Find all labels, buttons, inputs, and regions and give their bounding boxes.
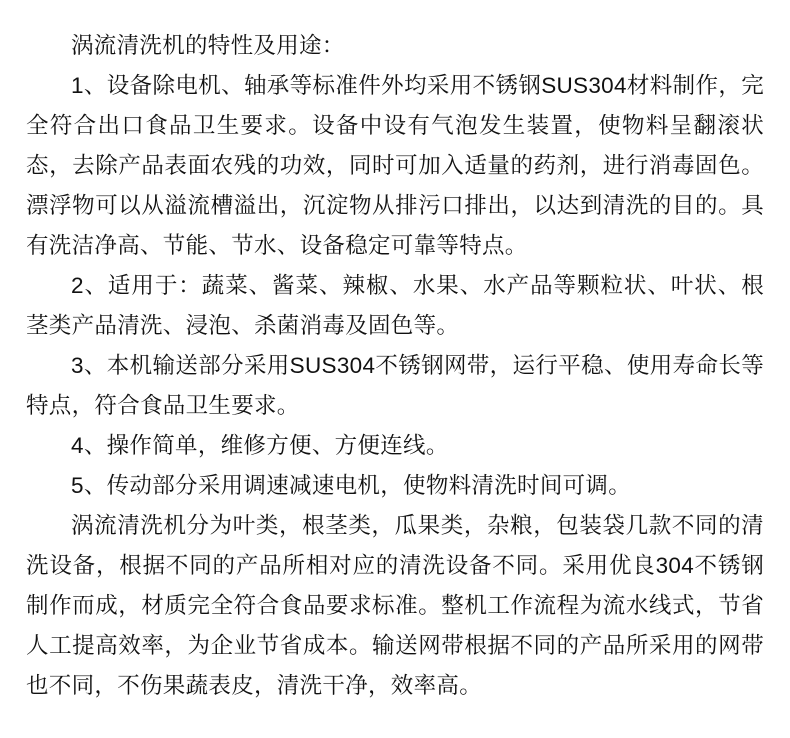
paragraph-item-2: 2、适用于：蔬菜、酱菜、辣椒、水果、水产品等颗粒状、叶状、根茎类产品清洗、浸泡、杀菌消毒及固色等。 xyxy=(26,273,764,338)
paragraph-item-4: 4、操作简单，维修方便、方便连线。 xyxy=(71,433,449,458)
paragraph-item-5: 5、传动部分采用调速减速电机，使物料清洗时间可调。 xyxy=(71,473,632,498)
paragraph-item-3: 3、本机输送部分采用SUS304不锈钢网带，运行平稳、使用寿命长等特点，符合食品卫生要求。 xyxy=(26,353,764,418)
paragraph-title: 涡流清洗机的特性及用途： xyxy=(71,33,345,58)
paragraph-summary: 涡流清洗机分为叶类，根茎类，瓜果类，杂粮，包装袋几款不同的清洗设备，根据不同的产品所相对应的清洗设备不同。采用优良304不锈钢制作而成，材质完全符合食品要求标准。整机工作流程为流水线式，节省人工提高效率，为企业节省成本。输送网带根据不同的产品所采用的网带也不同，不伤果蔬表皮，清洗干净，效率高。 xyxy=(26,513,764,698)
paragraph-item-1: 1、设备除电机、轴承等标准件外均采用不锈钢SUS304材料制作，完全符合出口食品卫生要求。设备中设有气泡发生装置，使物料呈翻滚状态，去除产品表面农残的功效，同时可加入适量的药剂，进行消毒固色。漂浮物可以从溢流槽溢出，沉淀物从排污口排出，以达到清洗的目的。具有洗洁净高、节能、节水、设备稳定可靠等特点。 xyxy=(26,73,764,258)
document-body xyxy=(26,26,764,706)
